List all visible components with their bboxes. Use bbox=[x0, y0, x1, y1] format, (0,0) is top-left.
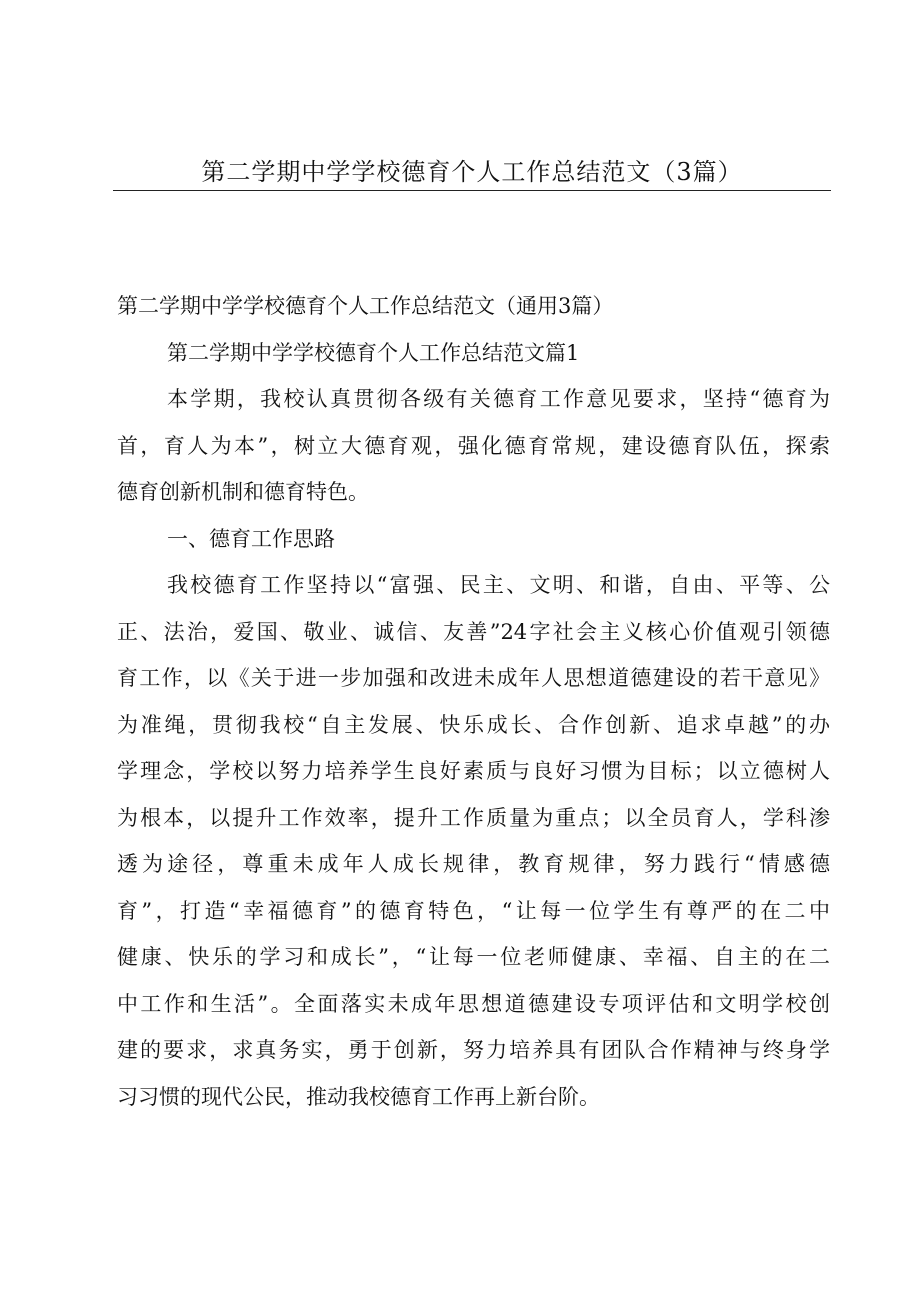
subtitle-line: 第二学期中学学校德育个人工作总结范文（通用3篇） bbox=[117, 294, 614, 318]
section-heading-article-1: 第二学期中学学校德育个人工作总结范文篇1 bbox=[167, 340, 580, 365]
paragraph-line: 育工作，以《关于进一步加强和改进未成年人思想道德建设的若干意见》 bbox=[117, 666, 830, 690]
paragraph-line: 为准绳，贯彻我校“自主发展、快乐成长、合作创新、追求卓越”的办 bbox=[117, 712, 830, 737]
paragraph-line: 首，育人为本”，树立大德育观，强化德育常规，建设德育队伍，探索 bbox=[117, 433, 830, 458]
document-title: 第二学期中学学校德育个人工作总结范文（3篇） bbox=[201, 158, 743, 186]
paragraph-line: 学理念，学校以努力培养学生良好素质与良好习惯为目标；以立德树人 bbox=[117, 759, 830, 783]
title-underline bbox=[113, 190, 831, 191]
paragraph-line: 习习惯的现代公民，推动我校德育工作再上新台阶。 bbox=[117, 1084, 600, 1109]
document-body bbox=[117, 283, 830, 1120]
paragraph-line: 为根本，以提升工作效率，提升工作质量为重点；以全员育人，学科渗 bbox=[117, 805, 830, 830]
paragraph-line: 正、法治，爱国、敬业、诚信、友善”24字社会主义核心价值观引领德 bbox=[117, 619, 830, 644]
paragraph-line: 德育创新机制和德育特色。 bbox=[117, 480, 369, 504]
paragraph-line: 我校德育工作坚持以“富强、民主、文明、和谐，自由、平等、公 bbox=[167, 573, 830, 597]
paragraph-line: 育”，打造“幸福德育”的德育特色，“让每一位学生有尊严的在二中 bbox=[117, 898, 830, 923]
paragraph-line: 健康、快乐的学习和成长”，“让每一位老师健康、幸福、自主的在二 bbox=[117, 945, 830, 969]
paragraph-line: 本学期，我校认真贯彻各级有关德育工作意见要求，坚持“德育为 bbox=[167, 387, 830, 411]
section-heading-moral-education-approach: 一、德育工作思路 bbox=[167, 526, 335, 551]
paragraph-line: 中工作和生活”。全面落实未成年思想道德建设专项评估和文明学校创 bbox=[117, 991, 830, 1016]
paragraph-line: 透为途径，尊重未成年人成长规律，教育规律，努力践行“情感德 bbox=[117, 852, 830, 876]
paragraph-line: 建的要求，求真务实，勇于创新，努力培养具有团队合作精神与终身学 bbox=[117, 1038, 830, 1062]
